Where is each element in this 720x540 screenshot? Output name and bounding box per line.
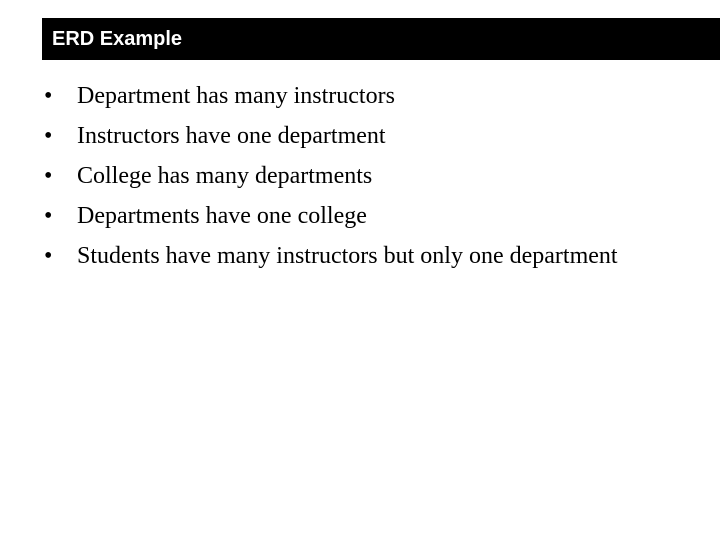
bullet-text: Students have many instructors but only one department: [77, 243, 618, 269]
bullet-text: Department has many instructors: [77, 83, 395, 109]
slide-header: [42, 18, 720, 60]
bullet-item: [44, 119, 684, 153]
bullet-item: [44, 79, 684, 113]
bullet-item: [44, 159, 684, 193]
bullet-marker: •: [44, 123, 53, 149]
bullet-text: Departments have one college: [77, 203, 367, 229]
bullet-text: Instructors have one department: [77, 123, 386, 149]
bullet-item: [44, 199, 684, 233]
bullet-marker: •: [44, 163, 53, 189]
bullet-marker: •: [44, 83, 53, 109]
bullet-marker: •: [44, 203, 53, 229]
bullet-item: [44, 239, 684, 273]
slide-title: ERD Example: [52, 28, 183, 50]
bullet-marker: •: [44, 243, 53, 269]
bullet-text: College has many departments: [77, 163, 373, 189]
bullet-list: [44, 79, 684, 279]
